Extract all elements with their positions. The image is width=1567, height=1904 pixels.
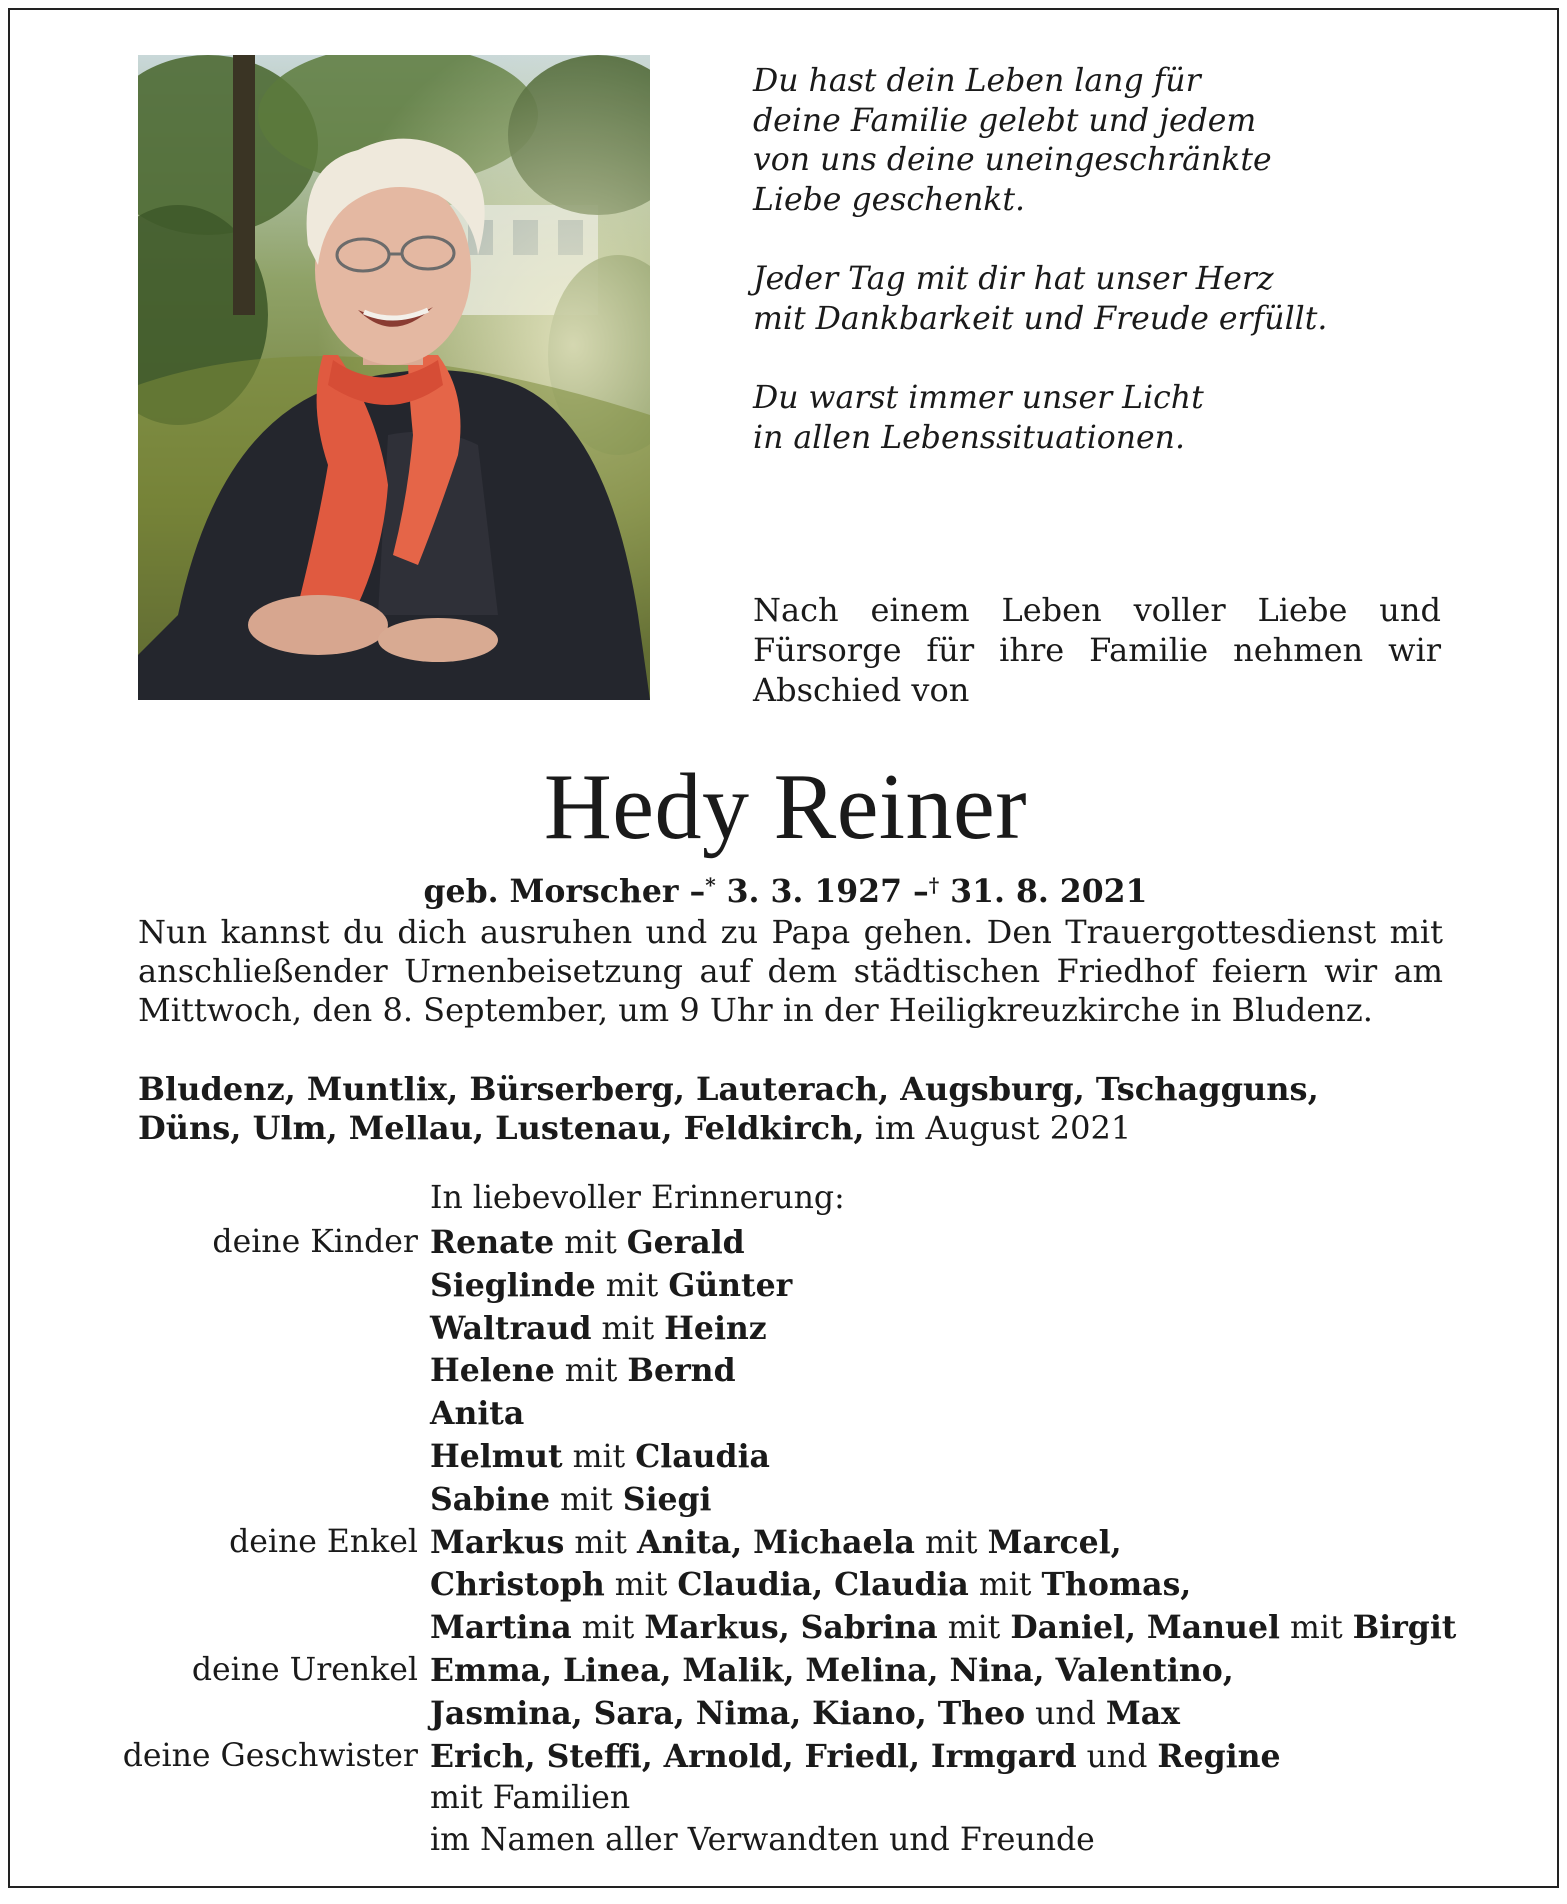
relatives-line [430,1265,792,1308]
poem [753,62,1373,498]
poem-line: Du hast dein Leben lang für [753,63,1201,99]
places-line: Düns, Ulm, Mellau, Lustenau, Feldkirch, [138,1109,865,1147]
obituary-page [8,8,1559,1888]
relative-name: Erich, Steffi, Arnold, Friedl, Irmgard [430,1737,1077,1775]
relatives-group-enkel [10,1522,1559,1650]
poem-line: Jeder Tag mit dir hat unser Herz [753,261,1274,297]
connector-text: mit [937,1610,1011,1647]
places-date: im August 2021 [874,1109,1132,1147]
relative-name: Markus, Sabrina [644,1609,938,1647]
relatives-lines [430,1222,792,1522]
relatives-line [430,1607,1456,1650]
relatives-line [430,1222,792,1265]
connector-text: und [1076,1738,1158,1775]
poem-line: mit Dankbarkeit und Freude erfüllt. [753,300,1328,337]
poem-stanza [753,379,1373,458]
life-dates [10,865,1559,912]
connector-text: mit [968,1567,1042,1604]
relatives-list [10,1222,1559,1862]
poem-line: in allen Lebenssituationen. [753,419,1185,456]
relative-name: Anita, Michaela [636,1523,915,1561]
relatives-line [430,1393,792,1436]
deceased-name: Hedy Reiner [543,755,1028,859]
connector-text: und [1025,1695,1106,1732]
relatives-line [430,1820,1281,1862]
relative-name: Siegi [622,1480,712,1518]
places-block [138,1070,1443,1148]
connector-text: mit [562,1438,636,1475]
relative-name: Jasmina, Sara, Nima, Kiano, Theo [430,1694,1026,1732]
relative-name: Thomas, [1041,1566,1192,1604]
birth-symbol: * [705,873,716,897]
relatives-group-geschwister [10,1736,1559,1862]
relative-name: Sieglinde [430,1266,596,1304]
relatives-line [430,1479,792,1522]
relative-name: Christoph [430,1566,605,1604]
death-symbol: † [928,873,940,897]
connector-text: mit [554,1353,628,1390]
relatives-label: deine Enkel [229,1523,418,1560]
connector-text: mit [595,1267,669,1304]
relatives-line [430,1693,1234,1736]
relative-name: Sabine [430,1480,551,1518]
relatives-line [430,1436,792,1479]
connector-text: mit [914,1524,988,1561]
poem-stanza [753,62,1373,220]
relatives-line [430,1778,1281,1820]
relative-name: Emma, Linea, Malik, Melina, Nina, Valentino, [430,1651,1234,1689]
dash: – [689,873,706,910]
relative-name: Anita [430,1395,525,1433]
relative-name: Günter [668,1266,793,1304]
memory-heading: In liebevoller Erinnerung: [430,1180,845,1216]
relatives-line [430,1308,792,1351]
connector-text: mit [554,1225,627,1261]
relatives-label: deine Kinder [212,1224,418,1260]
connector-text: mit [550,1481,623,1518]
poem-line: Liebe geschenkt. [753,181,1026,218]
relatives-lines [430,1522,1456,1650]
poem-line: deine Familie gelebt und jedem [753,102,1257,139]
relatives-line [430,1564,1456,1607]
relatives-lines [430,1736,1281,1862]
portrait-photo-icon [138,55,650,700]
relative-name: Markus [430,1523,565,1561]
intro-text: Nach einem Leben voller Liebe und Fürsorge für ihre Familie nehmen wir Abschied von [753,591,1441,709]
connector-text: mit [571,1610,645,1647]
poem-line: Du warst immer unser Licht [753,380,1204,416]
relatives-group-urenkel [10,1650,1559,1736]
connector-text: mit [591,1310,665,1347]
relative-name: Martina [430,1609,572,1647]
relative-name: Bernd [627,1352,736,1390]
relative-name: Gerald [626,1224,745,1261]
relative-name: Claudia, Claudia [677,1566,969,1604]
death-date: 31. 8. 2021 [950,873,1148,910]
poem-line: von uns deine uneingeschränkte [753,142,1272,178]
connector-text: mit [1279,1610,1353,1647]
portrait-photo [138,55,650,700]
poem-stanza [753,260,1373,339]
relative-name: Regine [1157,1737,1281,1775]
relative-name: Heinz [664,1309,767,1347]
connector-text: im Namen aller Verwandten und Freunde [430,1822,1095,1859]
dash: – [912,873,929,910]
relatives-label: deine Urenkel [191,1651,418,1688]
relatives-line [430,1522,1456,1565]
connector-text: mit Familien [430,1780,631,1817]
relative-name: Birgit [1352,1609,1457,1647]
relative-name: Marcel, [987,1523,1122,1561]
birth-date: 3. 3. 1927 [726,873,903,910]
relative-name: Waltraud [430,1309,592,1347]
relatives-line [430,1350,792,1393]
connector-text: mit [564,1524,637,1561]
relative-name: Helmut [430,1437,563,1475]
relative-name: Renate [430,1224,555,1261]
relative-name: Claudia [635,1437,770,1475]
relatives-lines [430,1650,1234,1736]
relative-name: Daniel, Manuel [1010,1609,1280,1647]
relative-name: Helene [430,1352,555,1390]
relative-name: Max [1105,1694,1180,1732]
relatives-group-kinder [10,1222,1559,1522]
funeral-service-text: Nun kannst du dich ausruhen und zu Papa gehen. Den Trauergottesdienst mit anschließender Urnenbeisetzung auf dem städtischen Friedhof feiern wir am Mittwoch, den 8. September, um 9 Uhr in der Heiligkreuzkirche in Bludenz. [138,913,1443,1029]
connector-text: mit [604,1567,678,1604]
relatives-line [430,1736,1281,1779]
places-line: Bludenz, Muntlix, Bürserberg, Lauterach, Augsburg, Tschagguns, [138,1070,1319,1108]
relatives-label: deine Geschwister [122,1737,418,1774]
relatives-line [430,1650,1234,1693]
birth-name: geb. Morscher [423,873,679,910]
